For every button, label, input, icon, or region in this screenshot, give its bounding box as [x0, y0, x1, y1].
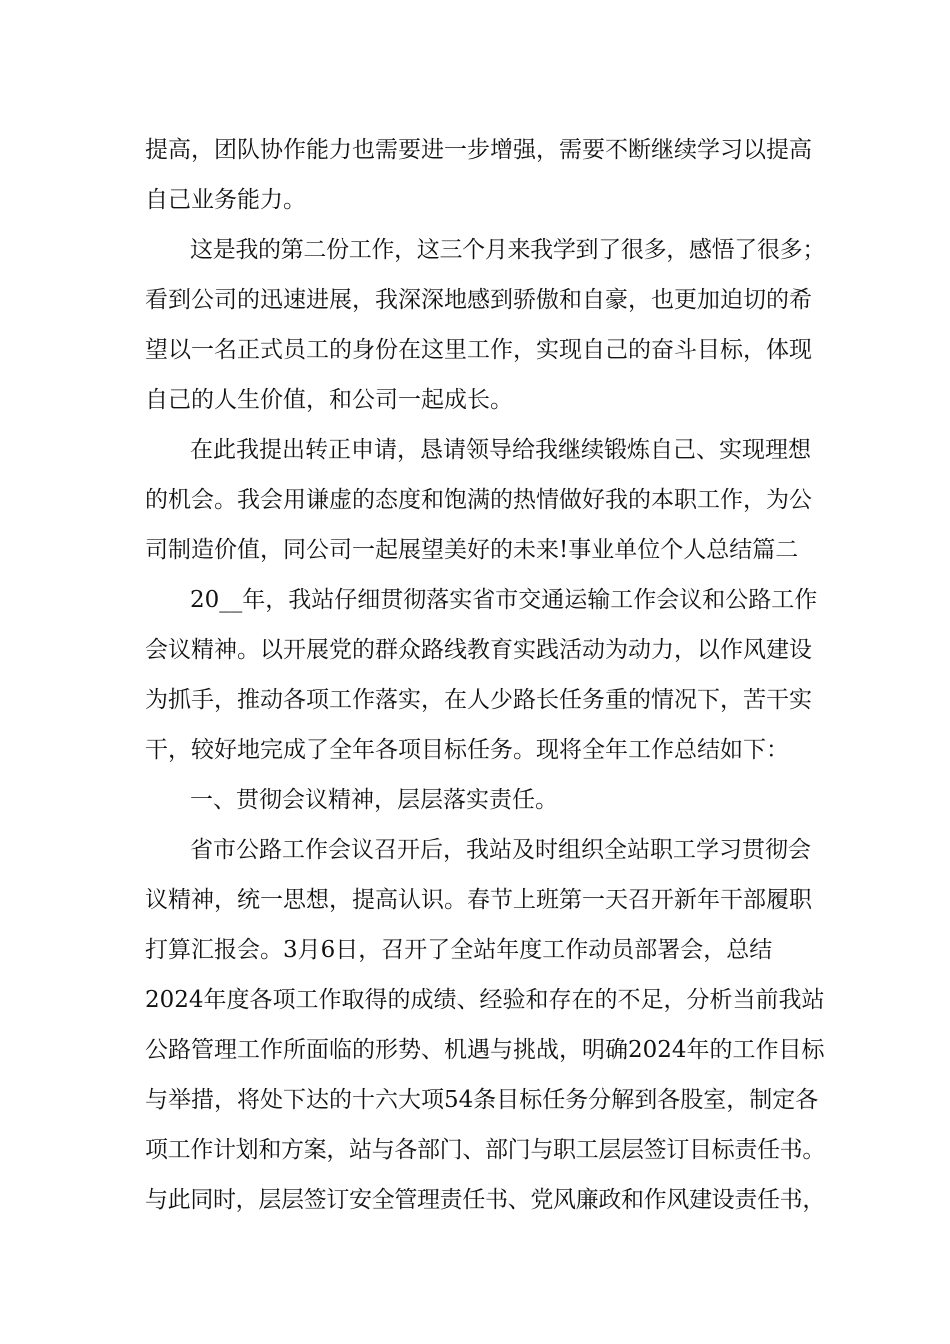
paragraph-start-line: 省市公路工作会议召开后，我站及时组织全站职工学习贯彻会 [190, 837, 811, 863]
paragraph-start-line: 20__年，我站仔细贯彻落实省市交通运输工作会议和公路工作 [190, 587, 818, 613]
text-line: 司制造价值，同公司一起展望美好的未来!事业单位个人总结篇二 [145, 537, 799, 563]
text-line: 干，较好地完成了全年各项目标任务。现将全年工作总结如下： [145, 737, 789, 763]
text-line: 提高，团队协作能力也需要进一步增强，需要不断继续学习以提高 [145, 137, 812, 163]
text-line: 为抓手，推动各项工作落实，在人少路长任务重的情况下，苦干实 [145, 687, 812, 713]
paragraph-start-line: 这是我的第二份工作，这三个月来我学到了很多，感悟了很多； [190, 237, 826, 263]
text-line: 公路管理工作所面临的形势、机遇与挑战，明确2024年的工作目标 [145, 1037, 825, 1063]
text-line: 2024年度各项工作取得的成绩、经验和存在的不足，分析当前我站 [145, 987, 825, 1013]
text-line: 与此同时，层层签订安全管理责任书、党风廉政和作风建设责任书， [145, 1187, 826, 1213]
text-line: 看到公司的迅速进展，我深深地感到骄傲和自豪，也更加迫切的希 [145, 287, 812, 313]
text-line: 与举措，将处下达的十六大项54条目标任务分解到各股室，制定各 [145, 1087, 819, 1113]
text-line: 望以一名正式员工的身份在这里工作，实现自己的奋斗目标，体现 [145, 337, 812, 363]
text-line: 的机会。我会用谦虚的态度和饱满的热情做好我的本职工作，为公 [145, 487, 812, 513]
text-line: 项工作计划和方案，站与各部门、部门与职工层层签订目标责任书。 [145, 1137, 826, 1163]
text-line: 议精神，统一思想，提高认识。春节上班第一天召开新年干部履职 [145, 887, 812, 913]
text-line: 自己业务能力。 [145, 187, 306, 213]
section-heading: 一、贯彻会议精神，层层落实责任。 [190, 787, 558, 813]
text-line: 自己的人生价值，和公司一起成长。 [145, 387, 513, 413]
paragraph-start-line: 在此我提出转正申请，恳请领导给我继续锻炼自己、实现理想 [190, 437, 811, 463]
text-line: 会议精神。以开展党的群众路线教育实践活动为动力，以作风建设 [145, 637, 812, 663]
text-line: 打算汇报会。3月6日，召开了全站年度工作动员部署会，总结 [145, 937, 773, 963]
